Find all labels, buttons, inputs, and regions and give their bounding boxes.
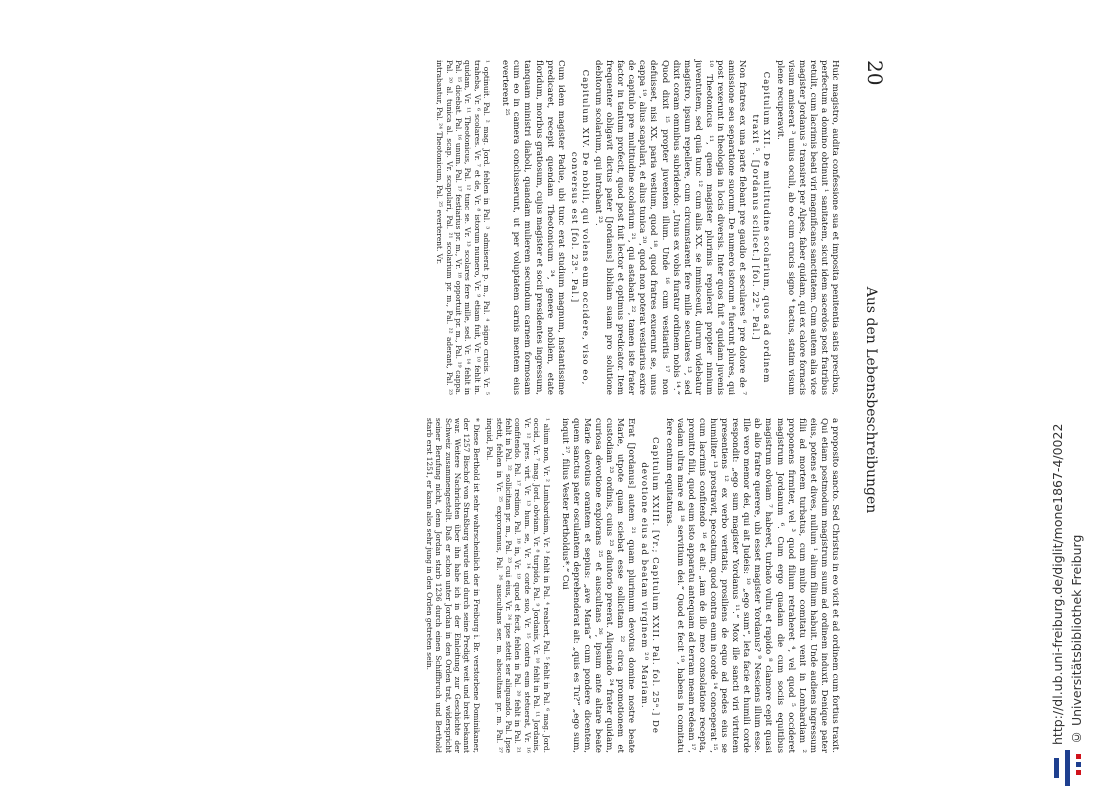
scanned-page <box>0 40 887 760</box>
footnote-text: * Diese Berthold ist sehr wahrscheinlich der in Freiburg i. Br. verstorbene Dominikaner, der 1257 Bischof von Straßburg wurde und durch seine Predigt weit und breit bekannt war. Weitere Nachrichten über ihn habe ich in der Einleitung zur Geschichte der Schweiz zusammengestellt. Daß er schon unter Jordan in den Orden trat, widerspricht seiner Berufung nicht, denn Jordan starb 1236 durch einen Schiffbruch und Berthold starb erst 1251, er kann also sehr jung in den Orden getreten sein. <box>424 418 481 753</box>
paragraph: Huic magistro, audita confessione sua et imposita penitentia satis precibus, perfectum a domino obtinuit ¹ sanitatem, sicut idem sacerdos post fratribus retulit, cum lacrimis beati viri magnificans sanctitatem. Cum autem alia vice magister Jordanus ² transiret per Alpes, faber quidam, qui ex calore fornacis visum amiserat ³ unius oculi, ab eo cum crucis signo ⁴ tactus, statim visum plene recuperavit. <box>774 60 840 395</box>
paragraph: Non fratres ex una parte flebant pre gaudio et seculares ⁶ pre dolore de ⁷ amissione seu separatione suorum. De numero istorum ⁸ fuerunt plures, qui post rexerunt in theologia in locis diversis. Inter quos fuit ⁹ quidam juvenis ¹⁰ Theotonicus ¹¹, quem magister plurimis repulerat propter nimium juventutem, sed quia tunc ¹² cum aliis XX. se immisceuit, durum videbatur magistro, ipsum repellere, cum circumstarent fere mille seculares ¹³, sed dixit coram omnibus subridendo: „Unus ex vobis furatur ordinem nobis ¹⁴.“ Quod dixit ¹⁵ propter juventem illum. Unde ¹⁶ cum vestiaritis ¹⁷ non defuisset, nisi XX. paria vestium, quod ¹⁸, quod fratres exuerunt se, unus cappa ¹⁹, alius scapulari, et alius tunica ²⁰, quod non poterat vestiarius exire de capitulo pre multitudine scolarium ²¹, qui astabant ²², tamen iste frater factor in tantum profecit, quod post fuit lector et optimus predicator. Item frequenter obligavit dictus pater [Jordanus] bibliam suam pro solutione debitorum scolarium, qui intrabant ²³. <box>593 60 748 395</box>
footnote-text: ¹ alium non, Vr. ² Lumbardiam, Vr. ³ fehlt in Pal. ⁴ reabert, Pal. ⁵ fehlt in Pal. ⁶ mag. Jord. occid., Vr. ⁷ mag. Jord. obviam. Vr. ⁸ turpido, Pal. ⁹ Jordanis, Vr. ¹⁰ fehlt in Pal. ¹¹ Jordanis, Vr. ¹² pres. virt. Vr. ¹³ hum. se, Vr. ¹⁴ corde suo, Vr. ¹⁵ contra eum stetuerat, Vr. ¹⁶ confitendo. Pal. ¹⁷ redimo, Pal. ¹⁸ in, Vr. ¹⁹ quod et fecit, fehlen in Pal. ²⁰ fehlt in Pal. ²¹ fehlt in Pal. ²² sollicitam pr. m., Pal. ²³ cui eius, Vr. ²⁴ ipse stetit ser aliquando. Pal. Ipse stetit, fehlen in Vr. ²⁵ exproramus, Pal. ²⁶ auscultans ser. m. abscultans pr. m. Pal. ²⁷ inquid, Pal. <box>485 418 551 753</box>
chapter-heading: Capitulum XXIII. [Vr.; Capitulum XXII. Pal. fol. 25ᵃ.] De devotione eius ad beatam virginem ²⁰ Mariam. <box>639 437 661 734</box>
running-head: Aus den Lebensbeschreibungen <box>863 286 879 514</box>
logo-bar <box>1054 758 1059 778</box>
ub-freiburg-logo <box>1048 748 1088 788</box>
left-column <box>435 60 840 395</box>
paragraph: Cum idem magister Padue, ubi tunc erat studium magnum, instantissime predicaret, recepit quendam Theotonicum ²⁴, genere nobilem, etate floridum, moribus gratiosum, cujus magister et socii presidentes ingressum, tanquam ministri diaboli, quandam mulierem secundum carnem formosam cum eo in camera conclusserunt, ut per voluptatem carnis mentem eius everterent ²⁵ <box>500 60 566 395</box>
document-url[interactable]: http://dl.ub.uni-freiburg.de/diglit/mone1867-4/0022 <box>1050 423 1065 745</box>
footnote-text: ¹ optinuit. Pal. ² mag. Jord. fehlen in Pal. ³ admiserat p. m., Pal. ⁴ signo crucis. Vr. ⁵ traheba, Vr. ⁶ scolares. Vr. ⁷ et de, Vr. ⁸ istorum numero, Vr. ⁹ etiam fuit, Vr. ¹⁰ fehlt in. quidam, Vr. ¹¹ Theotonicus, Pal. ¹² tunc se. Vr. ¹³ scolares fere mille, sed. Vr. ¹⁴ fehlt in Pal. ¹⁵ dicebat. Pal. ¹⁶ unum. Pal. ¹⁷ festiarius pr. m., Vr. ¹⁸ opportuit pr. m., Pal. ¹⁹ cappa. Pal. ²⁰ al. tunica al. scap. Vr. scapulari, Pal. ²¹ scolarium pr. m., Pal. ²² aderant, Pal. ²³ intrabantur, Pal. ²⁴ Theotonicum, Pal. ²⁵ everterent. Vr. <box>435 60 492 395</box>
copyright-notice: © Universitätsbibliothek Freiburg <box>1069 534 1084 745</box>
footnotes <box>435 60 491 395</box>
paragraph: a proposito sancto. Sed Christus in eo vicit et ad ordinem cum fortius traxit. Qui etiam postmodum magistrum suum ad ordinem induxit. Denique pater eius, potens et dives, nullum ¹ alium filium habuit. Unde audiens ingressum filii ad mortem turbatus, cum multo comitatu venit in Lombardiam ² proponens firmiter, vel ³ quod filium retraheret ⁴, vel quod ⁵ occideret magistrum Jordanum ⁶. Cum ergo quadam die cum sociis equitibus magistrum obviam ⁷ haberet, turbato vultu et rapido ⁸ clamore cepit quasi ab alio fratre querere, ubi esset magister Yordanus? ⁹ Nesciens illum esse. Ille vero memor dei, qui ait Judeis: ¹⁰ „ego sum“, leta facie et humili corde respondit: „ego sum magister Yordanus ¹¹.“ Mox ille sancti viri virtutem presentiens ¹² ex verbo veritatis, prosiliens de equo ad pedes eius se humiliter ¹³ prostravit, peccatum, quod contra eum in corde ¹⁴ conceperat ¹⁵, cum lacrimis confitendo ¹⁶ et ait: „iam de illo meo consolatione recepta, promitto filii, quod eum isto apparatu antequam ad terram meam redeam ¹⁷, vadam ultra mare ad ¹⁸ servitium dei.“ Quod et fecit ¹⁹, habens in comitatu fere centum equitaturas. <box>663 418 840 753</box>
logo-bar <box>1076 762 1081 767</box>
page-number: 20 <box>863 60 887 86</box>
logo-bar <box>1076 770 1081 775</box>
logo-bar <box>1076 754 1081 759</box>
footnotes <box>424 418 550 753</box>
chapter-heading: Capitulum XII. De multitudine scolarium, quos ad ordinem traxit ⁵. [Jordanus scilicet.] [fol. 22ᵇ. Pal.] <box>750 71 772 384</box>
chapter-heading: Capitulum XIV. De nobili, qui volens eum occidere, viso eo, conversus est [fol. 23ᵃ. Pal.] <box>568 69 590 386</box>
logo-bar <box>1065 750 1070 786</box>
right-column <box>424 418 840 753</box>
paragraph: Erat [Jordanus] autem ²¹ quam plurimum devotus domine nostre beate Marie, utpote quam sciebat esse sollicitam ²² circa promotionem et custodiam ²³ ordinis, cuius ²³ adiutorio preerat. Aliquando ²⁴ frater quidam, curiosa devotione explorans ²⁵ et auscultans ²⁶, ipsum ante altare beate Marie devotius orantem et sepius: „ave Maria“ cum pondere dicentem, quem sanctus pater osculantem deprehenderat ait: „quis es Tu?“ „ego sum, inquit ²⁷, filius Vester Bertholdus*.“ Cui <box>559 418 637 753</box>
viewer-sidebar <box>1040 0 1097 801</box>
